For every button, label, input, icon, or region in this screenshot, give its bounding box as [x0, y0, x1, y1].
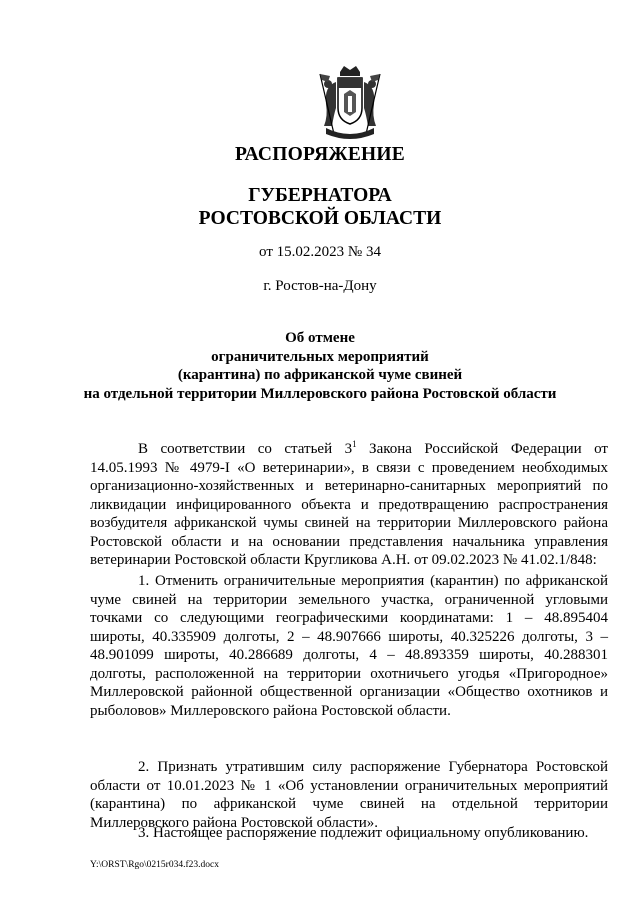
subject-line-3: (карантина) по африканской чуме свиней: [177, 367, 463, 383]
document-subject: [0, 329, 640, 403]
issuer-line-2: РОСТОВСКОЙ ОБЛАСТИ: [198, 208, 442, 229]
city: г. Ростов-на-Дону: [263, 278, 377, 294]
issuer-line-1: ГУБЕРНАТОРА: [248, 185, 392, 206]
item-1-paragraph: 1. Отменить ограничительные мероприятия (карантин) по африканской чуме свиней на территории земельного участка, ограниченной угловыми точками со следующими географическими координатами: 1 – 48.895404 широты, 40.335909 долготы, 2 – 48.907666 широты, 40.325226 долготы, 3 – 48.901099 широты, 40.286689 долготы, 4 – 48.893359 широты, 40.288301 долготы, расположенной на территории охотничьего угодья «Пригородное» Миллеровской районной общественной организации «Общество охотников и рыболовов» Миллеровского района Ростовской области.: [90, 573, 608, 719]
rostov-oblast-coat-of-arms-icon: [316, 64, 384, 140]
preamble-part-2: Закона Российской Федерации от 14.05.1993 № 4979-I «О ветеринарии», в связи с проведением необходимых организационно-хозяйственных и ветеринарно-санитарных мероприятий по ликвидации инфицированного объекта и предотвращению распространения возбудителя африканской чумы свиней на территории Миллеровского района Ростовской области и на основании представления начальника управления ветеринарии Ростовской области Кругликова А.Н. от 09.02.2023 № 41.02.1/848:: [90, 441, 608, 568]
file-path-footer: Y:\ORST\Rgo\0215r034.f23.docx: [90, 860, 219, 870]
item-3-paragraph: 3. Настоящее распоряжение подлежит официальному опубликованию.: [138, 825, 589, 841]
date-number: от 15.02.2023 № 34: [259, 244, 381, 260]
issuer-title: [0, 184, 640, 230]
document-type: РАСПОРЯЖЕНИЕ: [235, 144, 405, 165]
preamble-part-1: В соответствии со статьей 3: [138, 441, 353, 457]
subject-line-4: на отдельной территории Миллеровского района Ростовской области: [83, 385, 557, 402]
subject-line-1: Об отмене: [285, 330, 355, 346]
item-2-paragraph: 2. Признать утратившим силу распоряжение Губернатора Ростовской области от 10.01.2023 № 1 «Об установлении ограничительных мероприятий (карантина) по африканской чуме свиней на отдельной территории Миллеровского района Ростовской области».: [90, 759, 608, 831]
preamble-paragraph: [90, 440, 608, 570]
subject-line-2: ограничительных мероприятий: [211, 348, 429, 365]
article-superscript: 1: [352, 439, 357, 449]
